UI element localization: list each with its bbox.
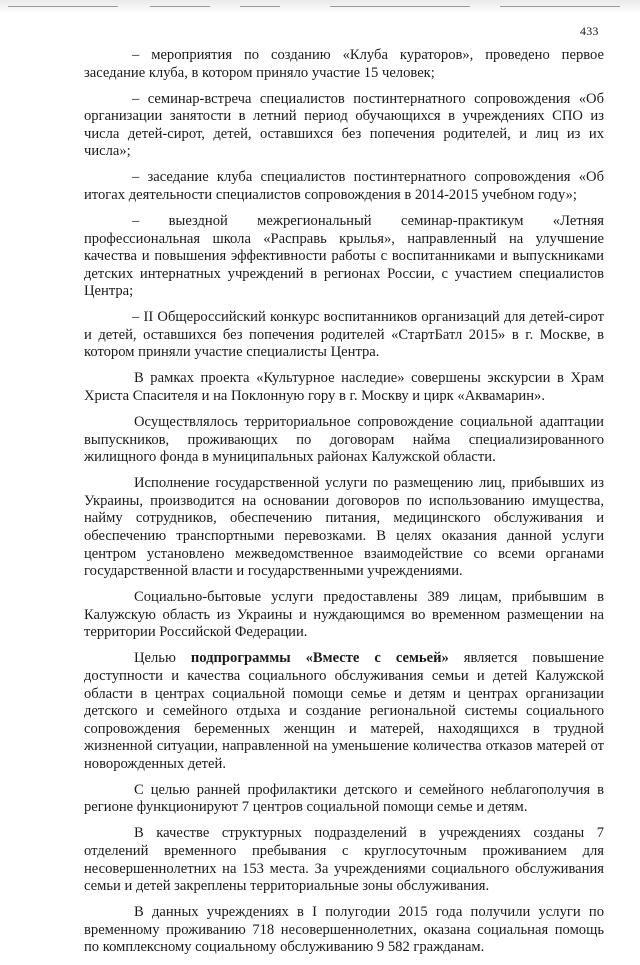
scan-artifact-line	[150, 6, 210, 7]
paragraph-structural-units: В качестве структурных подразделений в учреждениях созданы 7 отделений временного пребывания с круглосуточным проживанием для несовершеннолетних на 153 места. За учреждениями социального обслуживания семьи и детей закреплены территориальные зоны обслуживания.	[84, 825, 604, 895]
subprogram-title: подпрограммы «Вместе с семьей»	[190, 650, 449, 667]
scan-artifact-line	[500, 6, 620, 7]
document-body	[84, 47, 604, 965]
scan-artifact-line	[8, 6, 118, 7]
bullet-seminar-meeting: – семинар-встреча специалистов постинтернатного сопровождения «Об организации занятости в летний период обучающихся в учреждениях СПО из числа детей-сирот, детей, оставшихся без попечения родителей, и лиц из их числа»;	[84, 90, 604, 160]
paragraph-prevention-centers: С целью ранней профилактики детского и семейного неблагополучия в регионе функционируют 7 центров социальной помощи семье и детям.	[84, 781, 604, 816]
page-number: 433	[580, 24, 599, 38]
scan-artifact-line	[330, 6, 470, 7]
paragraph-subprogram-goal	[84, 650, 604, 773]
scan-top-edge	[0, 0, 640, 14]
bullet-club-session: – заседание клуба специалистов постинтернатного сопровождения «Об итогах деятельности специалистов сопровождения в 2014-2015 учебном году»;	[84, 169, 604, 203]
paragraph-half-year-results: В данных учреждениях в I полугодии 2015 года получили услуги по временному проживанию 718 несовершеннолетних, оказана социальная помощь по комплексному социальному обслуживанию 9 582 гражданам.	[84, 904, 604, 956]
paragraph-territorial-support: Осуществлялось территориальное сопровождение социальной адаптации выпускников, проживающих по договорам найма специализированного жилищного фонда в муниципальных районах Калужской области.	[84, 414, 604, 466]
paragraph-cultural-heritage: В рамках проекта «Культурное наследие» совершены экскурсии в Храм Христа Спасителя и на Поклонную гору в г. Москву и цирк «Аквамарин».	[84, 370, 604, 405]
paragraph-social-services-389: Социально-бытовые услуги предоставлены 389 лицам, прибывшим в Калужскую область из Украины и нуждающимся во временном размещении на территории Российской Федерации.	[84, 589, 604, 641]
bullet-startbatl-contest: – II Общероссийский конкурс воспитанников организаций для детей-сирот и детей, оставшихся без попечения родителей «СтартБатл 2015» в г. Москве, в котором приняли участие специалисты Центра.	[84, 309, 604, 361]
subprogram-rest: является повышение доступности и качества социального обслуживания семьи и детей Калужской области в центрах социальной помощи семье и детям и центрах организации детского и семейного отдыха и создание региональной системы социального сопровождения беременных женщин и матерей, находящихся в трудной жизненной ситуации, направленной на уменьшение количества отказов матерей от новорожденных детей.	[84, 650, 604, 772]
paragraph-ukraine-service: Исполнение государственной услуги по размещению лиц, прибывших из Украины, производится на основании договоров по использованию имущества, найму сотрудников, обеспечению питания, медицинского обслуживания и обеспечению транспортными перевозками. В целях оказания данной услуги центром установлено межведомственное взаимодействие со всеми органами государственной власти и государственными учреждениями.	[84, 475, 604, 580]
bullet-field-seminar: – выездной межрегиональный семинар-практикум «Летняя профессиональная школа «Расправь крылья», направленный на улучшение качества и повышения эффективности работы с воспитанниками и выпускниками детских интернатных учреждений в регионах России, с участием специалистов Центра;	[84, 212, 604, 300]
subprogram-lead: Целью	[134, 650, 191, 667]
bullet-kuratorov-club: – мероприятия по созданию «Клуба кураторов», проведено первое заседание клуба, в котором приняло участие 15 человек;	[84, 47, 604, 81]
scan-artifact-line	[240, 6, 280, 7]
